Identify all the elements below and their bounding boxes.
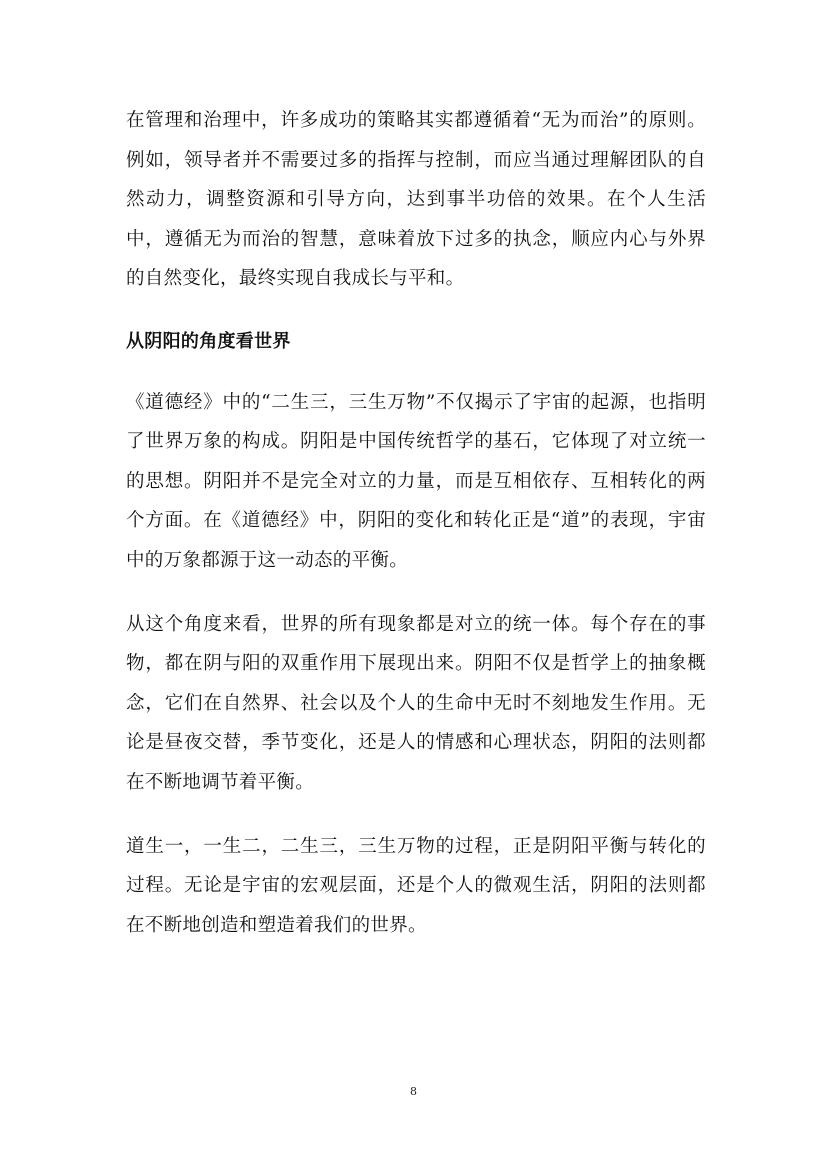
paragraph-yin-yang-origin: 《道德经》中的“二生三，三生万物”不仅揭示了宇宙的起源，也指明了世界万象的构成。阴阳是中国传统哲学的基石，它体现了对立统一的思想。阴阳并不是完全对立的力量，而是互相依存、互相转化的两个方面。在《道德经》中，阴阳的变化和转化正是“道”的表现，宇宙中的万象都源于这一动态的平衡。 bbox=[126, 391, 706, 571]
page-number: 8 bbox=[410, 1085, 417, 1098]
page-content bbox=[126, 101, 706, 945]
paragraph-unity-of-opposites: 从这个角度来看，世界的所有现象都是对立的统一体。每个存在的事物，都在阴与阳的双重作用下展现出来。阴阳不仅是哲学上的抽象概念，它们在自然界、社会以及个人的生命中无时不刻地发生作用。无论是昼夜交替，季节变化，还是人的情感和心理状态，阴阳的法则都在不断地调节着平衡。 bbox=[126, 613, 706, 793]
paragraph-tao-generates: 道生一，一生二，二生三，三生万物的过程，正是阴阳平衡与转化的过程。无论是宇宙的宏观层面，还是个人的微观生活，阴阳的法则都在不断地创造和塑造着我们的世界。 bbox=[126, 835, 706, 936]
section-heading: 从阴阳的角度看世界 bbox=[126, 330, 291, 352]
paragraph-governance: 在管理和治理中，许多成功的策略其实都遵循着“无为而治”的原则。例如，领导者并不需要过多的指挥与控制，而应当通过理解团队的自然动力，调整资源和引导方向，达到事半功倍的效果。在个人生活中，遵循无为而治的智慧，意味着放下过多的执念，顺应内心与外界的自然变化，最终实现自我成长与平和。 bbox=[126, 110, 706, 290]
